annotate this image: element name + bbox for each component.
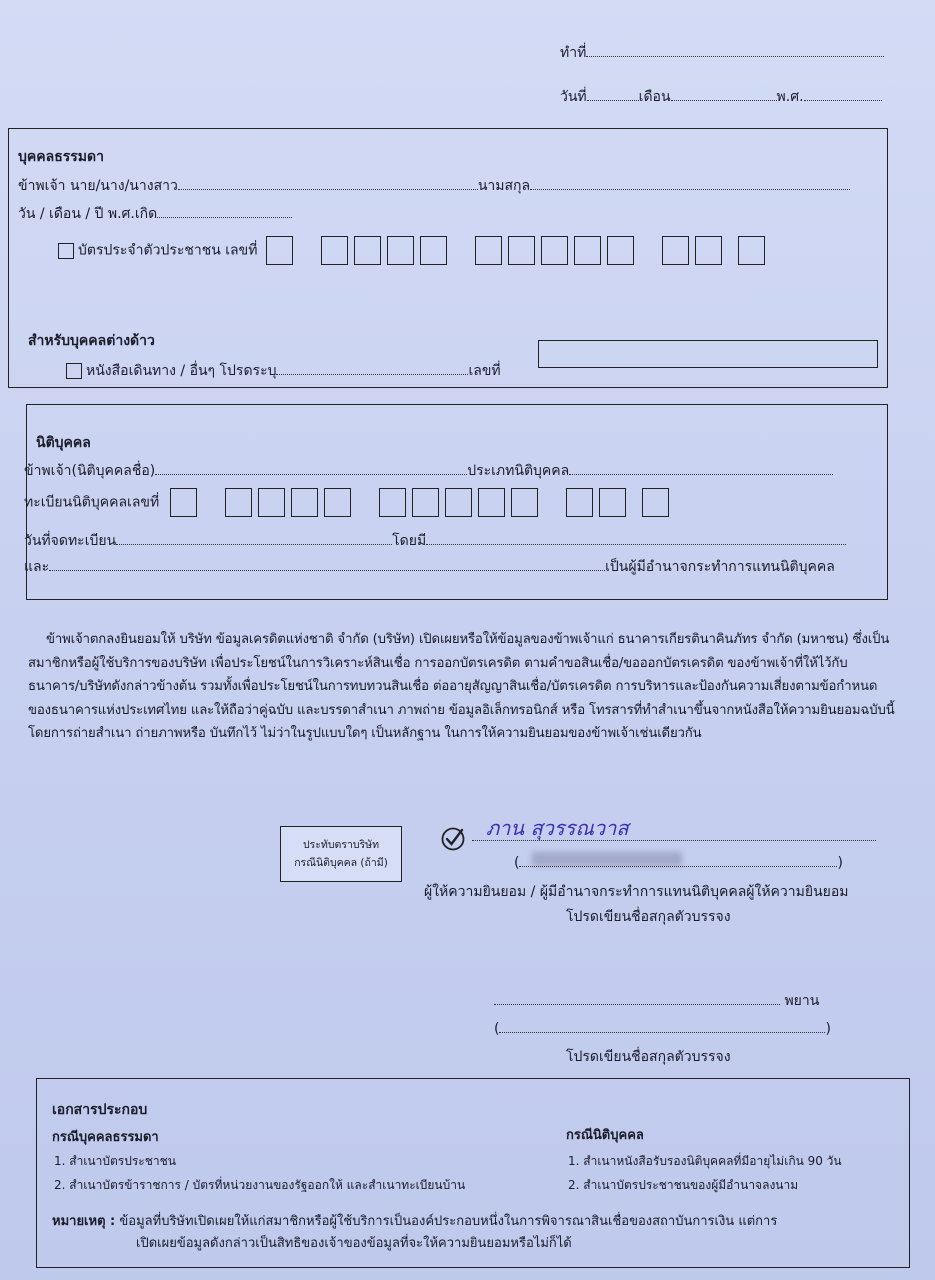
passport-type-field[interactable] [276,360,468,375]
note-label: หมายเหตุ : [52,1214,116,1229]
month-field[interactable] [671,86,777,101]
reg-date-label: วันที่จดทะเบียน [24,533,117,549]
id-digit-box[interactable] [607,236,634,265]
natural-doc-item: 1. สำเนาบัตรประชาชน [54,1154,176,1168]
reg-digit-box[interactable] [445,488,472,517]
witness-label: พยาน [784,993,820,1009]
consenter-label: ผู้ให้ความยินยอม / ผู้มีอำนาจกระทำการแทนนิติบุคคลผู้ให้ความยินยอม [424,884,849,900]
month-label: เดือน [638,89,671,105]
authorized-label: เป็นผู้มีอำนาจกระทำการแทนนิติบุคคล [605,559,835,575]
id-digit-box[interactable] [695,236,722,265]
reg-digit-box[interactable] [225,488,252,517]
name-line [18,175,850,197]
stamp-label-2: กรณีนิติบุคคล (ถ้ามี) [294,857,388,869]
id-digit-box[interactable] [420,236,447,265]
authorized-line [24,556,835,578]
id-digit-box[interactable] [475,236,502,265]
id-card-line [58,236,771,265]
documents-title: เอกสารประกอบ [52,1102,148,1118]
juristic-name-line [24,460,833,482]
dob-label: วัน / เดือน / ปี พ.ศ.เกิด [18,206,158,222]
signer-name-line: ( ) [514,852,843,871]
note-line-1 [52,1210,777,1231]
reg-digit-box[interactable] [258,488,285,517]
reg-digit-box[interactable] [412,488,439,517]
witness-line [494,990,819,1012]
first-name-field[interactable] [178,175,478,190]
juristic-title: นิติบุคคล [36,435,91,451]
reg-digit-box[interactable] [291,488,318,517]
natural-docs-title: กรณีบุคคลธรรมดา [52,1130,159,1145]
place-field[interactable] [586,42,884,57]
id-digit-box[interactable] [354,236,381,265]
foreigner-title: สำหรับบุคคลต่างด้าว [28,333,155,349]
passport-number-label: เลขที่ [468,363,501,379]
id-digit-box[interactable] [541,236,568,265]
juristic-reg-line [24,488,675,517]
place-line [560,42,884,64]
witness-name-field[interactable] [499,1018,825,1033]
juristic-type-label: ประเภทนิติบุคคล [467,463,570,479]
surname-field[interactable] [530,175,850,190]
juristic-name-label: ข้าพเจ้า(นิติบุคคลชื่อ) [24,463,156,479]
print-name-label: โปรดเขียนชื่อสกุลตัวบรรจง [566,909,731,925]
reg-digit-box[interactable] [324,488,351,517]
natural-person-title: บุคคลธรรมดา [18,149,104,165]
id-digit-box[interactable] [387,236,414,265]
id-digit-box[interactable] [508,236,535,265]
reg-digit-box[interactable] [170,488,197,517]
id-digit-box[interactable] [574,236,601,265]
reg-label: ทะเบียนนิติบุคคลเลขที่ [24,494,160,511]
reg-digit-box[interactable] [566,488,593,517]
passport-checkbox[interactable] [66,363,82,379]
id-digit-box[interactable] [321,236,348,265]
day-label: วันที่ [560,89,587,105]
juristic-type-field[interactable] [569,460,833,475]
signature-check-icon [440,826,466,856]
place-label: ทำที่ [560,45,587,61]
reg-digit-box[interactable] [478,488,505,517]
surname-label: นามสกุล [477,178,531,194]
passport-number-field[interactable] [538,340,878,368]
signature-line[interactable] [472,840,876,841]
juristic-doc-item: 2. สำเนาบัตรประชาชนของผู้มีอำนาจลงนาม [568,1178,799,1192]
company-stamp-box [280,826,402,882]
by-field[interactable] [426,530,846,545]
reg-digit-box[interactable] [379,488,406,517]
year-label: พ.ศ. [776,89,804,105]
juristic-docs-title: กรณีนิติบุคคล [566,1128,644,1143]
juristic-doc-item: 1. สำเนาหนังสือรับรองนิติบุคคลที่มีอายุไม่เกิน 90 วัน [568,1154,842,1168]
by-label: โดยมี [392,533,427,549]
id-digit-box[interactable] [662,236,689,265]
note-text-2: เปิดเผยข้อมูลดังกล่าวเป็นสิทธิของเจ้าของข้อมูลที่จะให้ความยินยอมหรือไม่ก็ได้ [136,1236,572,1251]
and-field[interactable] [49,556,605,571]
dob-field[interactable] [157,203,292,218]
dob-line [18,203,292,225]
consent-paragraph: ข้าพเจ้าตกลงยินยอมให้ บริษัท ข้อมูลเครดิตแห่งชาติ จำกัด (บริษัท) เปิดเผยหรือให้ข้อมูลของข้าพเจ้าแก่ ธนาคารเกียรตินาคินภัทร จำกัด (มหาชน) ซึ่งเป็นสมาชิกหรือผู้ใช้บริการของบริษัท เพื่อประโยชน์ในการวิเคราะห์สินเชื่อ การออกบัตรเครดิต ตามคำขอสินเชื่อ/ขอออกบัตรเครดิต ของข้าพเจ้าที่ให้ไว้กับธนาคาร/บริษัทดังกล่าวข้างต้น รวมทั้งเพื่อประโยชน์ในการทบทวนสินเชื่อ ต่ออายุสัญญาสินเชื่อ/บัตรเครดิต การบริหารและป้องกันความเสี่ยงตามข้อกำหนดของธนาคารแห่งประเทศไทย และให้ถือว่าคู่ฉบับ และบรรดาสำเนา ภาพถ่าย ข้อมูลอิเล็กทรอนิกส์ หรือ โทรสารที่ทำสำเนาขึ้นจากหนังสือให้ความยินยอมฉบับนี้ โดยการถ่ายสำเนา ถ่ายภาพหรือ บันทึกไว้ ไม่ว่าในรูปแบบใดๆ เป็นหลักฐาน ในการให้ความยินยอมของข้าพเจ้าเช่นเดียวกัน [28,632,895,741]
id-card-checkbox[interactable] [58,243,74,259]
witness-name-line: ( ) [494,1018,831,1037]
juristic-name-field[interactable] [155,460,467,475]
day-field[interactable] [587,86,639,101]
reg-date-line [24,530,846,552]
witness-signature-field[interactable] [494,990,780,1005]
reg-digit-box[interactable] [642,488,669,517]
reg-date-field[interactable] [116,530,392,545]
passport-label: หนังสือเดินทาง / อื่นๆ โปรดระบุ [86,363,277,379]
and-label: และ [24,559,50,575]
note-text-1: ข้อมูลที่บริษัทเปิดเผยให้แก่สมาชิกหรือผู้ใช้บริการเป็นองค์ประกอบหนึ่งในการพิจารณาสินเชื่อของสถาบันการเงิน แต่การ [119,1214,778,1229]
passport-line [66,360,501,382]
id-digit-box[interactable] [266,236,293,265]
stamp-label-1: ประทับตราบริษัท [302,839,380,851]
id-digit-box[interactable] [738,236,765,265]
reg-digit-box[interactable] [599,488,626,517]
redacted-name [532,852,682,866]
witness-print-name-label: โปรดเขียนชื่อสกุลตัวบรรจง [566,1049,731,1065]
handwritten-signature: ภาน สุวรรณวาส [486,816,629,840]
date-line [560,86,882,108]
id-card-label: บัตรประจำตัวประชาชน เลขที่ [78,242,258,259]
natural-doc-item: 2. สำเนาบัตรข้าราชการ / บัตรที่หน่วยงานของรัฐออกให้ และสำเนาทะเบียนบ้าน [54,1178,466,1192]
name-label: ข้าพเจ้า นาย/นาง/นางสาว [18,178,178,194]
year-field[interactable] [804,86,882,101]
reg-digit-box[interactable] [511,488,538,517]
